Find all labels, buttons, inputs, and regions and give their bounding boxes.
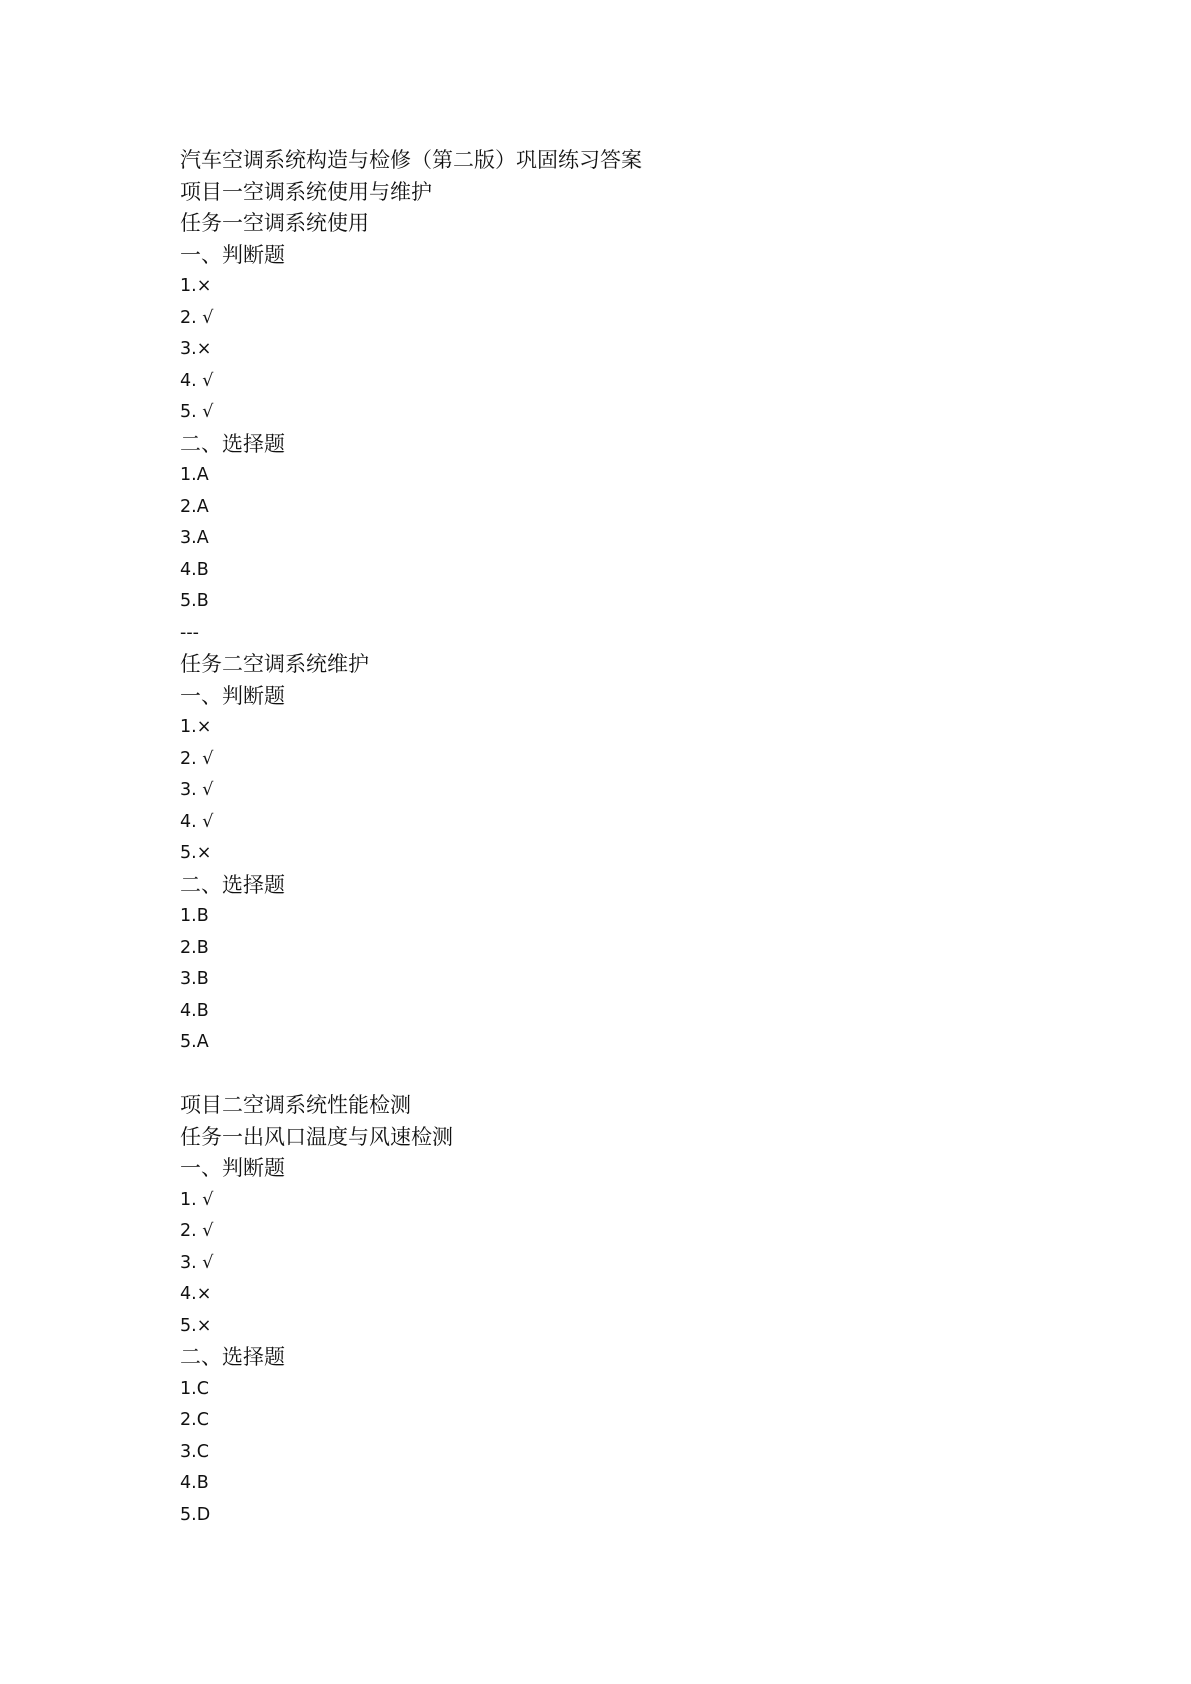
answer-item: 2. √ [180,1221,214,1241]
document-body [180,145,1080,1531]
answer-item: 1.C [180,1378,209,1399]
section-heading: 汽车空调系统构造与检修（第二版）巩固练习答案 [180,148,642,172]
answer-item: 2.A [180,496,209,517]
section-heading: 任务一出风口温度与风速检测 [180,1124,453,1149]
answer-item: 4.B [180,559,209,580]
section-heading: 一、判断题 [180,1156,285,1180]
answer-item: 5.× [180,843,212,863]
section-heading: 二、选择题 [180,431,285,456]
answer-item: 5.D [180,1504,211,1525]
section-heading: 任务二空调系统维护 [180,652,369,676]
answer-item: 3.B [180,969,209,989]
answer-item: 4. √ [180,811,214,832]
answer-item: 5. √ [180,402,214,422]
answer-item: 4.× [180,1284,212,1304]
section-heading: 一、判断题 [180,683,285,708]
section-heading: 二、选择题 [180,872,285,897]
answer-item: --- [180,622,199,643]
answer-item: 3. √ [180,1252,214,1273]
section-heading: 一、判断题 [180,242,285,267]
answer-item: 4. √ [180,370,214,391]
answer-item: 2. √ [180,307,214,328]
answer-item: 2.B [180,937,209,958]
answer-item: 1.A [180,465,209,485]
answer-item: 2. √ [180,748,214,769]
answer-item: 1. √ [180,1189,214,1210]
answer-item: 1.B [180,906,209,926]
answer-item: 5.B [180,591,209,611]
section-heading: 项目二空调系统性能检测 [180,1093,411,1117]
section-heading: 项目一空调系统使用与维护 [180,179,432,204]
answer-item: 1.× [180,276,212,296]
section-heading: 任务一空调系统使用 [180,211,369,235]
answer-item: 2.C [180,1410,209,1430]
blank-line [180,1059,1080,1091]
section-heading: 二、选择题 [180,1345,285,1369]
answer-item: 3.C [180,1441,209,1462]
answer-item: 5.A [180,1032,209,1052]
answer-item: 3.A [180,528,209,548]
answer-item: 4.B [180,1000,209,1021]
answer-item: 1.× [180,717,212,737]
answer-item: 3. √ [180,780,214,800]
answer-item: 3.× [180,339,212,359]
answer-item: 4.B [180,1473,209,1493]
answer-item: 5.× [180,1315,212,1336]
